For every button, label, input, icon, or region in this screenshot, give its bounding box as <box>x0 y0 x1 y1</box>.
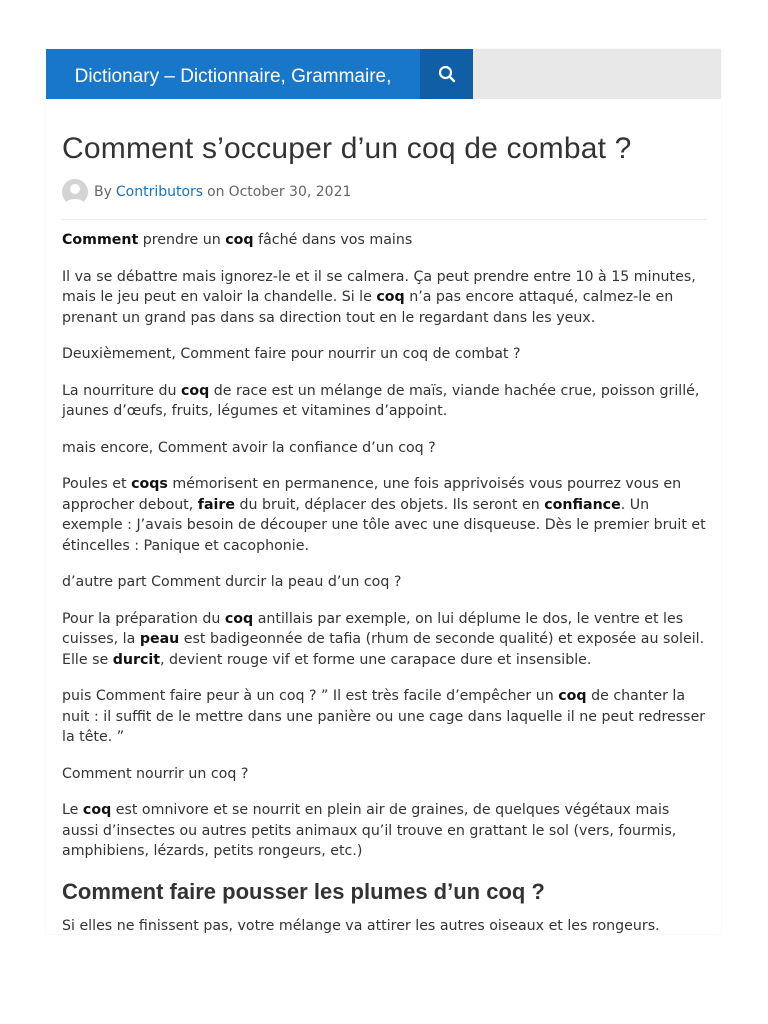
meta-by: By <box>94 184 112 200</box>
paragraph: mais encore, Comment avoir la confiance d’un coq ? <box>62 439 436 456</box>
paragraph <box>62 381 707 422</box>
page-title: Comment s’occuper d’un coq de combat ? <box>62 132 632 165</box>
post-date: October 30, 2021 <box>228 184 352 200</box>
site-header <box>46 49 721 119</box>
text: prendre un <box>138 232 226 248</box>
keyword: Comment <box>62 232 139 248</box>
paragraph <box>62 267 707 329</box>
paragraph <box>62 686 707 748</box>
text: du bruit, déplacer des objets. Ils seront en <box>235 496 545 513</box>
search-button[interactable] <box>420 49 473 99</box>
text: mémorisent en permanence, une fois apprivoisés vous pourrez vous en approcher debout, <box>62 476 682 513</box>
keyword: coq <box>225 232 254 248</box>
paragraph: Si elles ne finissent pas, votre mélange va attirer les autres oiseaux et les rongeurs. <box>62 917 660 934</box>
keyword: coq <box>82 802 112 818</box>
keyword: coqs <box>131 476 168 492</box>
text: . Un exemple : J’avais besoin de découper une tôle avec une disqueuse. Dès le premier bruit et étincelles : Panique et cacophonie. <box>62 496 706 554</box>
paragraph <box>62 800 707 862</box>
article <box>62 129 707 952</box>
author-link[interactable]: Contributors <box>115 184 204 200</box>
text: Pour la préparation du <box>62 610 225 627</box>
keyword: coq <box>224 610 254 627</box>
search-icon <box>438 65 456 83</box>
keyword: coq <box>376 289 405 305</box>
paragraph <box>62 609 707 671</box>
keyword: peau <box>139 631 180 647</box>
paragraph: d’autre part Comment durcir la peau d’un coq ? <box>62 574 402 590</box>
text: Il va se débattre mais ignorez-le et il se calmera. Ça peut prendre entre 10 à 15 minutes, mais le jeu peut en valoir la chandelle. Si le <box>62 268 696 305</box>
text: est omnivore et se nourrit en plein air de graines, de quelques végétaux mais aussi d’insectes ou autres petits animaux qu’il trouve en grattant le sol (vers, fourmis, amphibiens, lézards, petits rongeurs, etc.) <box>62 802 677 859</box>
avatar <box>62 179 88 205</box>
text: n’a pas encore attaqué, calmez-le en prenant un grand pas dans sa direction tout en le regardant dans les yeux. <box>62 289 674 326</box>
user-icon <box>62 179 88 205</box>
keyword: coq <box>180 382 210 399</box>
post-meta <box>62 177 707 207</box>
text: de race est un mélange de maïs, viande hachée crue, poisson grillé, jaunes d’œufs, fruits, légumes et vitamines d’appoint. <box>62 382 700 419</box>
meta-on: on <box>207 184 225 200</box>
text: antillais par exemple, on lui déplume le dos, le ventre et les cuisses, la <box>62 610 684 647</box>
article-body <box>62 230 707 936</box>
text: Le <box>62 802 83 818</box>
paragraph: Comment nourrir un coq ? <box>62 765 249 782</box>
site-brand[interactable] <box>46 49 420 119</box>
text: puis Comment faire peur à un coq ? ” Il est très facile d’empêcher un <box>62 688 559 704</box>
paragraph <box>62 474 707 556</box>
paragraph: Deuxièmement, Comment faire pour nourrir un coq de combat ? <box>62 346 521 362</box>
text: de chanter la nuit : il suffit de le mettre dans une panière ou une cage dans laquelle il ne peut redresser la tête. ” <box>62 688 706 745</box>
keyword: coq <box>558 688 587 704</box>
paragraph <box>62 230 707 251</box>
keyword: durcit <box>112 651 161 668</box>
keyword: confiance <box>544 496 621 513</box>
section-heading: Comment faire pousser les plumes d’un coq ? <box>62 878 545 904</box>
text: La nourriture du <box>62 382 181 399</box>
text: , devient rouge vif et forme une carapace dure et insensible. <box>160 651 592 668</box>
meta-divider <box>62 219 707 220</box>
text: est badigeonnée de tafia (rhum de seconde qualité) et exposée au soleil. Elle se <box>62 631 705 668</box>
text: fâché dans vos mains <box>253 232 413 248</box>
keyword: faire <box>197 496 235 513</box>
text: Poules et <box>62 476 132 492</box>
site-title[interactable]: Dictionary – Dictionnaire, Grammaire, Orthographe & Conjugaison <box>74 66 392 119</box>
